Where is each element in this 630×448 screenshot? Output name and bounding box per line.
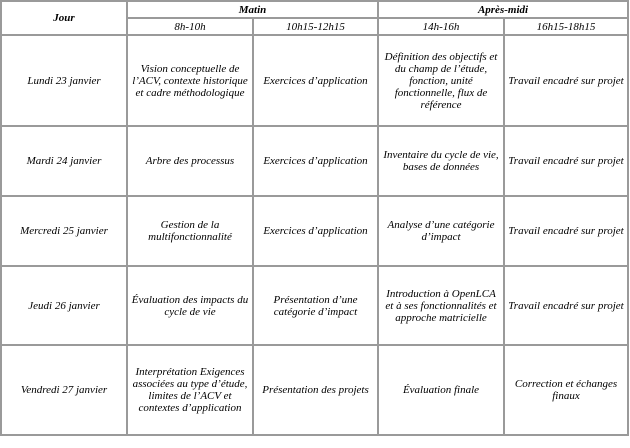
session-cell: Travail encadré sur projet — [504, 126, 628, 196]
session-cell: Présentation des projets — [253, 345, 378, 435]
session-cell: Exercices d’application — [253, 196, 378, 266]
header-slot-1: 8h-10h — [127, 18, 253, 35]
day-cell: Lundi 23 janvier — [1, 35, 127, 126]
session-cell: Vision conceptuelle de l’ACV, contexte historique et cadre méthodologique — [127, 35, 253, 126]
session-cell: Arbre des processus — [127, 126, 253, 196]
session-cell: Inventaire du cycle de vie, bases de données — [378, 126, 504, 196]
day-cell: Vendredi 27 janvier — [1, 345, 127, 435]
header-slot-4: 16h15-18h15 — [504, 18, 628, 35]
day-cell: Mardi 24 janvier — [1, 126, 127, 196]
session-cell: Correction et échanges finaux — [504, 345, 628, 435]
header-row-groups — [1, 1, 628, 18]
header-afternoon: Après-midi — [378, 1, 628, 18]
session-cell: Évaluation finale — [378, 345, 504, 435]
session-cell: Présentation d’une catégorie d’impact — [253, 266, 378, 345]
session-cell: Analyse d’une catégorie d’impact — [378, 196, 504, 266]
header-slot-3: 14h-16h — [378, 18, 504, 35]
day-cell: Jeudi 26 janvier — [1, 266, 127, 345]
day-cell: Mercredi 25 janvier — [1, 196, 127, 266]
header-day-column: Jour — [1, 1, 127, 35]
table-row — [1, 345, 628, 435]
session-cell: Introduction à OpenLCA et à ses fonctionnalités et approche matricielle — [378, 266, 504, 345]
header-morning: Matin — [127, 1, 378, 18]
session-cell: Travail encadré sur projet — [504, 196, 628, 266]
session-cell: Exercices d’application — [253, 35, 378, 126]
session-cell: Définition des objectifs et du champ de l’étude, fonction, unité fonctionnelle, flux de référence — [378, 35, 504, 126]
table-row — [1, 196, 628, 266]
table-row — [1, 266, 628, 345]
table-row — [1, 35, 628, 126]
session-cell: Exercices d’application — [253, 126, 378, 196]
header-slot-2: 10h15-12h15 — [253, 18, 378, 35]
session-cell: Travail encadré sur projet — [504, 266, 628, 345]
table-row — [1, 126, 628, 196]
session-cell: Gestion de la multifonctionnalité — [127, 196, 253, 266]
session-cell: Travail encadré sur projet — [504, 35, 628, 126]
session-cell: Interprétation Exigences associées au type d’étude, limites de l’ACV et contextes d’application — [127, 345, 253, 435]
session-cell: Évaluation des impacts du cycle de vie — [127, 266, 253, 345]
